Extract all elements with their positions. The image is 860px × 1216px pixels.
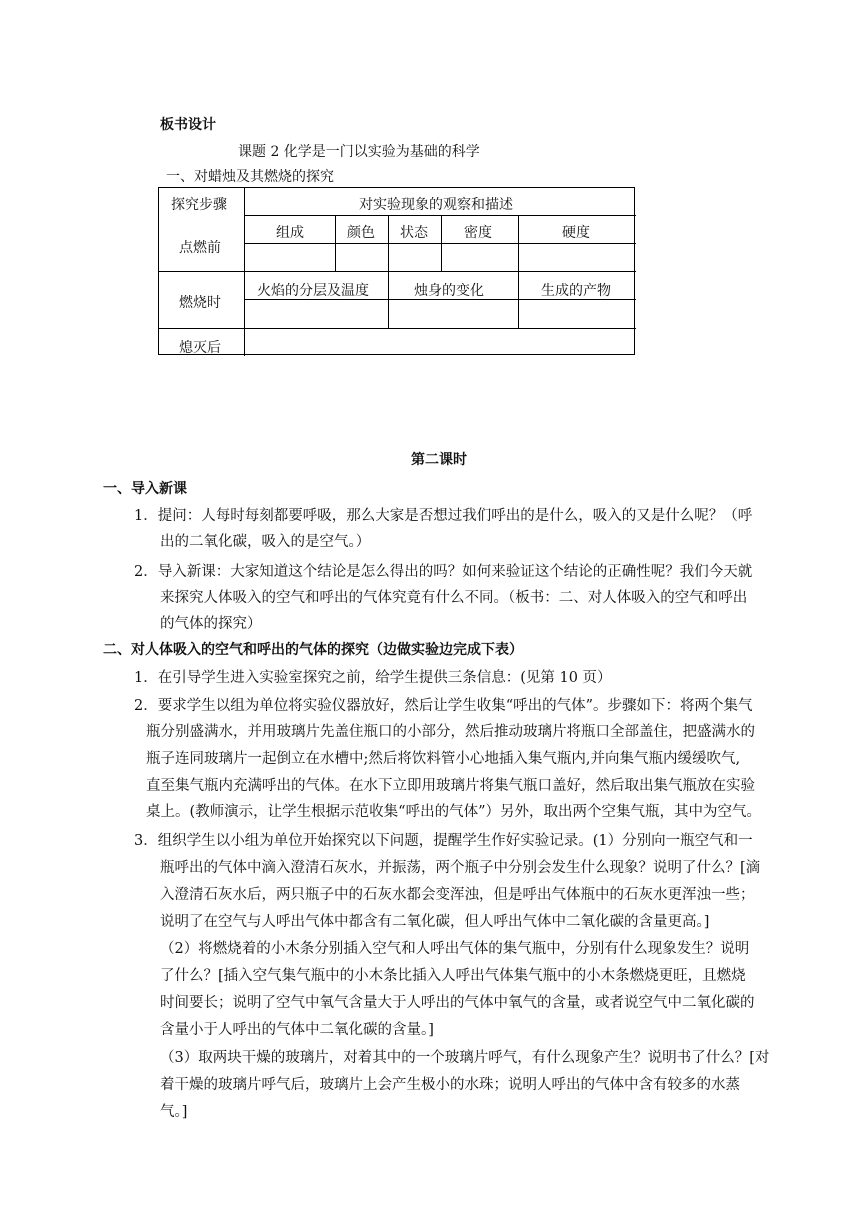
- s2-item3c-line1: （3）取两块干燥的玻璃片，对着其中的一个玻璃片呼气，有什么现象产生？说明书了什么？[对: [160, 1050, 770, 1066]
- s2-item2-line2: 瓶分别盛满水，并用玻璃片先盖住瓶口的小部分，然后推动玻璃片将瓶口全部盖住，把盛满水的: [146, 724, 755, 740]
- board-section1: 一、对蜡烛及其燃烧的探究: [166, 169, 334, 185]
- s2-item3b-line3: 时间要长；说明了空气中氧气含量大于人呼出的气体中氧气的含量，或者说空气中二氧化碳的: [160, 995, 755, 1011]
- row-after-label: 熄灭后: [179, 340, 221, 356]
- s2-item3b-line1: （2）将燃烧着的小木条分别插入空气和人呼出气体的集气瓶中，分别有什么现象发生？说明: [160, 941, 750, 957]
- lesson-title: 第二课时: [411, 452, 467, 468]
- section2-heading: 二、对人体吸入的空气和呼出的气体的探究（边做实验边完成下表）: [103, 642, 523, 658]
- burning-col-2: 生成的产物: [541, 283, 611, 299]
- board-heading: 板书设计: [160, 117, 216, 133]
- s2-item1: 1．在引导学生进入实验室探究之前，给学生提供三条信息：(见第 10 页）: [134, 670, 612, 686]
- row-before-label: 点燃前: [179, 240, 221, 256]
- s2-item3-line3: 入澄清石灰水后，两只瓶子中的石灰水都会变浑浊，但是呼出气体瓶中的石灰水更浑浊一些；: [160, 887, 755, 903]
- burning-col-1: 烛身的变化: [414, 283, 484, 299]
- s1-item2-line2: 来探究人体吸入的空气和呼出的气体究竟有什么不同。（板书：二、对人体吸入的空气和呼出: [160, 590, 748, 606]
- s1-item1-line1: 1．提问：人每时每刻都要呼吸，那么大家是否想过我们呼出的是什么，吸入的又是什么呢？（呼: [134, 508, 753, 524]
- candle-observation-table: [158, 187, 635, 355]
- s2-item2-line4: 直至集气瓶内充满呼出的气体。在水下立即用玻璃片将集气瓶口盖好，然后取出集气瓶放在实验: [146, 778, 755, 794]
- before-col-1: 颜色: [347, 225, 375, 241]
- burning-col-0: 火焰的分层及温度: [257, 283, 369, 299]
- board-topic: 课题 2 化学是一门以实验为基础的科学: [238, 144, 480, 160]
- section1-heading: 一、导入新课: [103, 481, 187, 497]
- s2-item2-line1: 2．要求学生以组为单位将实验仪器放好，然后让学生收集“呼出的气体”。步骤如下：将两个集气: [134, 698, 753, 714]
- s2-item3c-line2: 着干燥的玻璃片呼气后，玻璃片上会产生极小的水珠；说明人呼出的气体中含有较多的水蒸: [160, 1077, 740, 1093]
- s1-item2-line1: 2．导入新课：大家知道这个结论是怎么得出的吗？如何来验证这个结论的正确性呢？我们今天就: [134, 564, 753, 580]
- before-col-3: 密度: [464, 225, 492, 241]
- s2-item3c-line3: 气。]: [160, 1104, 188, 1120]
- s2-item2-line5: 桌上。(教师演示，让学生根据示范收集“呼出的气体”）另外，取出两个空集气瓶，其中为空气。: [146, 804, 761, 820]
- s1-item2-line3: 的气体的探究）: [160, 616, 262, 632]
- s2-item3-line1: 3．组织学生以小组为单位开始探究以下问题，提醒学生作好实验记录。(1）分别向一瓶空气和一: [134, 833, 753, 849]
- s2-item3-line4: 说明了在空气与人呼出气体中都含有二氧化碳，但人呼出气体中二氧化碳的含量更高。]: [160, 914, 710, 930]
- s1-item1-line2: 出的二氧化碳，吸入的是空气。）: [160, 534, 371, 550]
- row-burning-label: 燃烧时: [179, 295, 221, 311]
- before-col-0: 组成: [276, 225, 304, 241]
- before-col-4: 硬度: [562, 225, 590, 241]
- s2-item3b-line4: 含量小于人呼出的气体中二氧化碳的含量。]: [160, 1022, 434, 1038]
- s2-item3-line2: 瓶呼出的气体中滴入澄清石灰水，并振荡，两个瓶子中分别会发生什么现象？说明了什么？[滴: [160, 860, 761, 876]
- before-col-2: 状态: [400, 225, 428, 241]
- s2-item2-line3: 瓶子连同玻璃片一起倒立在水槽中;然后将饮料管小心地插入集气瓶内,并向集气瓶内缓缓吹气,: [146, 751, 741, 767]
- s2-item3b-line2: 了什么？[插入空气集气瓶中的小木条比插入人呼出气体集气瓶中的小木条燃烧更旺，且燃烧: [160, 968, 746, 984]
- header-step: 探究步骤: [171, 197, 227, 213]
- header-observation: 对实验现象的观察和描述: [359, 197, 513, 213]
